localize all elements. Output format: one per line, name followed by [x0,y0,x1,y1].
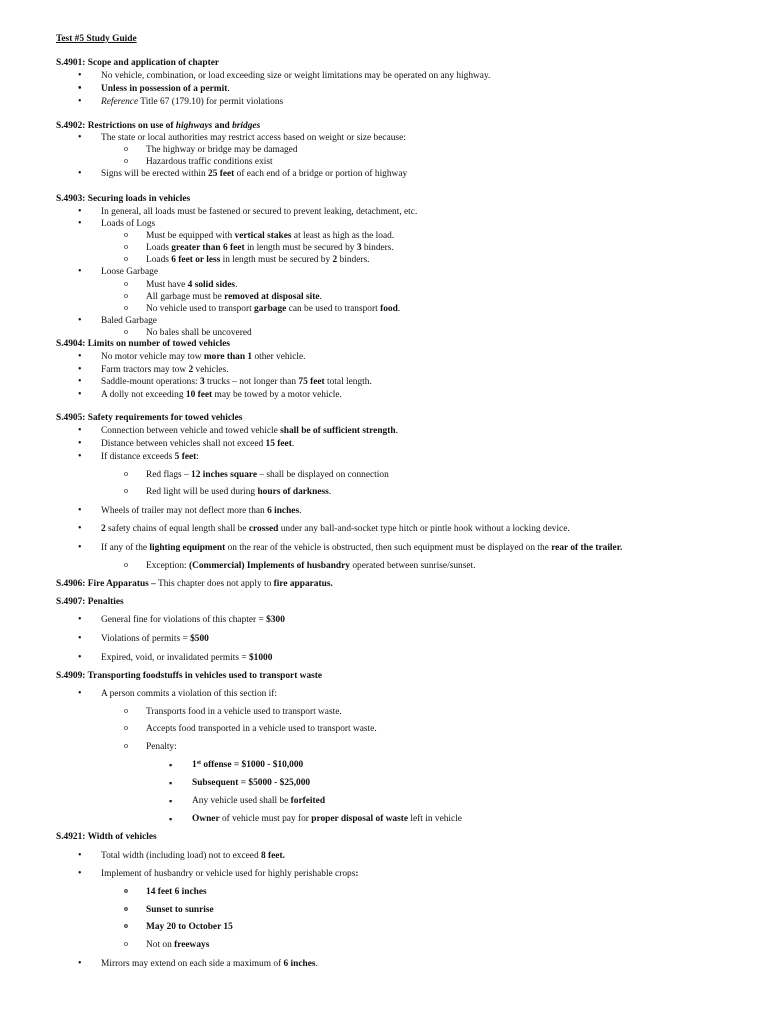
bullet-item: • Implement of husbandry or vehicle used for highly perishable crops: [101,868,358,880]
sub-item: o Penalty: [146,741,177,753]
bullet-item: • Farm tractors may tow 2 vehicles. [101,364,229,376]
section-heading-4902: S.4902: Restrictions on use of highways and bridges [56,121,261,131]
section-heading-4906: S.4906: Fire Apparatus – This chapter does not apply to fire apparatus. [56,579,333,589]
section-heading-4903: S.4903: Securing loads in vehicles [56,194,191,204]
bullet-item: • Signs will be erected within 25 feet of each end of a bridge or portion of highway [101,168,407,180]
bullet-item: • In general, all loads must be fastened or secured to prevent leaking, detachment, etc. [101,206,417,218]
bullet-item: • Saddle-mount operations: 3 trucks – not longer than 75 feet total length. [101,376,372,388]
sub-item: o Exception: (Commercial) Implements of husbandry operated between sunrise/sunset. [146,560,475,572]
sub-item: o 14 feet 6 inches [146,886,207,898]
sub-item: o No vehicle used to transport garbage can be used to transport food. [146,303,400,315]
section-heading-4904: S.4904: Limits on number of towed vehicles [56,339,231,349]
sub-item: o No bales shall be uncovered [146,327,252,339]
section-heading-4901: S.4901: Scope and application of chapter [56,58,220,68]
bullet-item: • Wheels of trailer may not deflect more than 6 inches. [101,505,301,517]
sub-item: o May 20 to October 15 [146,921,233,933]
bullet-item: • Violations of permits = $500 [101,633,209,645]
bullet-item: • Mirrors may extend on each side a maximum of 6 inches. [101,958,318,970]
bullet-item: • Total width (including load) not to exceed 8 feet. [101,850,285,862]
sub-item: o Loads 6 feet or less in length must be secured by 2 binders. [146,254,370,266]
bullet-item: • No vehicle, combination, or load exceeding size or weight limitations may be operated on any highway. [101,70,490,82]
bullet-item: • Distance between vehicles shall not exceed 15 feet. [101,438,294,450]
sub-item: o Transports food in a vehicle used to transport waste. [146,706,342,718]
sub-item: o Sunset to sunrise [146,904,214,916]
page-title: Test #5 Study Guide [56,34,137,44]
bullet-item: • Loads of Logs [101,218,155,230]
bullet-item: • Connection between vehicle and towed vehicle shall be of sufficient strength. [101,425,398,437]
bullet-item: • Unless in possession of a permit. [101,83,230,95]
square-item: ▪ Any vehicle used shall be forfeited [192,795,325,807]
bullet-item: • If any of the lighting equipment on the rear of the vehicle is obstructed, then such equipment must be displayed on the rear of the trailer. [101,542,622,554]
sub-item: o Loads greater than 6 feet in length must be secured by 3 binders. [146,242,394,254]
bullet-item: • Loose Garbage [101,266,158,278]
bullet-item: • A person commits a violation of this section if: [101,688,277,700]
sub-item: o Accepts food transported in a vehicle used to transport waste. [146,723,377,735]
bullet-item: • General fine for violations of this chapter = $300 [101,614,285,626]
sub-item: o Must be equipped with vertical stakes at least as high as the load. [146,230,394,242]
square-item: ▪ Owner of vehicle must pay for proper disposal of waste left in vehicle [192,813,462,825]
square-item: ▪ 1st offense = $1000 - $10,000 [192,759,303,771]
bullet-item: • 2 safety chains of equal length shall be crossed under any ball-and-socket type hitch or pintle hook without a locking device. [101,523,570,535]
section-heading-4907: S.4907: Penalties [56,597,124,607]
sub-item: o Not on freeways [146,939,209,951]
bullet-item: • Baled Garbage [101,315,157,327]
bullet-item: • Reference Title 67 (179.10) for permit violations [101,96,283,108]
bullet-item: • Expired, void, or invalidated permits = $1000 [101,652,272,664]
square-item: ▪ Subsequent = $5000 - $25,000 [192,777,310,789]
bullet-item: • No motor vehicle may tow more than 1 other vehicle. [101,351,305,363]
bullet-item: • If distance exceeds 5 feet: [101,451,199,463]
sub-item: o Hazardous traffic conditions exist [146,156,273,168]
sub-item: o All garbage must be removed at disposal site. [146,291,322,303]
sub-item: o Must have 4 solid sides. [146,279,237,291]
sub-item: o Red light will be used during hours of darkness. [146,486,331,498]
section-heading-4909: S.4909: Transporting foodstuffs in vehicles used to transport waste [56,671,323,681]
bullet-item: • A dolly not exceeding 10 feet may be towed by a motor vehicle. [101,389,342,401]
sub-item: o The highway or bridge may be damaged [146,144,298,156]
section-heading-4921: S.4921: Width of vehicles [56,832,157,842]
section-heading-4905: S.4905: Safety requirements for towed vehicles [56,413,243,423]
sub-item: o Red flags – 12 inches square – shall be displayed on connection [146,469,389,481]
bullet-item: • The state or local authorities may restrict access based on weight or size because: [101,132,406,144]
